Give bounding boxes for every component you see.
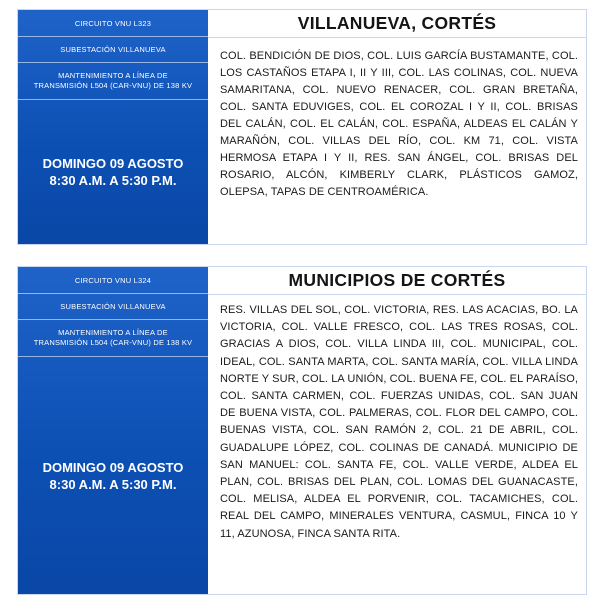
schedule-time: 8:30 A.M. A 5:30 P.M. [49,476,177,492]
notice-content [208,10,586,244]
notice-info-panel [18,10,208,244]
notice-title: MUNICIPIOS DE CORTÉS [208,267,586,295]
maintenance-line-1: MANTENIMIENTO A LÍNEA DE [58,328,168,337]
schedule-time: 8:30 A.M. A 5:30 P.M. [49,173,177,188]
maintenance-label [18,320,208,357]
maintenance-label [18,63,208,100]
maintenance-line-2: TRANSMISIÓN L504 (CAR-VNU) DE 138 KV [33,338,193,347]
circuit-label: CIRCUITO VNU L324 [18,267,208,294]
substation-label: SUBESTACIÓN VILLANUEVA [18,294,208,320]
affected-areas-text: RES. VILLAS DEL SOL, COL. VICTORIA, RES. LAS ACACIAS, BO. LA VICTORIA, COL. VALLE FRESCO, COL. LAS TRES ROSAS, COL. GRACIAS A DIOS, COL. VILLA LINDA III, COL. MUNICIPAL, COL. IDEAL, COL. SANTA MARTA, COL. SANTA MARÍA, COL. VILLA LINDA NORTE Y SUR, COL. LA UNIÓN, COL. BUENA FE, COL. EL PARAÍSO, COL. SANTA CARMEN, COL. FUERZAS UNIDAS, COL. SAN JUAN DE BUENA VISTA, COL. PALMERAS, COL. FLOR DEL CAMPO, COL. BUENAS VISTA, COL. SAN RAMÓN 2, COL. 21 DE ABRIL, COL. GUADALUPE LÓPEZ, COL. COLINAS DE CANADÁ. MUNICIPIO DE SAN MANUEL: COL. SANTA FE, COL. VALLE VERDE, ALDEA EL PLAN, COL. BRISAS DEL PLAN, COL. LOMAS DEL GUANACASTE, COL. MELISA, ALDEA EL PORVENIR, COL. TACAMICHES, COL. REAL DEL CAMPO, MINERALES VENTURA, CASMUL, FINCA 10 Y 11, AZUNOSA, FINCA SANTA RITA. [220,304,579,540]
notice-title: VILLANUEVA, CORTÉS [208,10,586,38]
schedule-block [18,100,208,244]
schedule-block [18,357,208,594]
notice-card-municipios [17,266,587,595]
notice-content [208,267,586,594]
circuit-label: CIRCUITO VNU L323 [18,10,208,37]
notice-info-panel [18,267,208,594]
affected-areas-text: COL. BENDICIÓN DE DIOS, COL. LUIS GARCÍA BUSTAMANTE, COL. LOS CASTAÑOS ETAPA I, II Y III, COL. LAS COLINAS, COL. NUEVA SAMARITANA, COL. NUEVO RENACER, COL. GRAN BRETAÑA, COL. SANTA EDUVIGES, COL. EL COROZAL I Y II, COL. BRISAS DEL CALÁN, COL. EL CALÁN, COL. ESPAÑA, ALDEAS EL CALÁN Y MARAÑÓN, COL. VILLAS DEL RÍO, COL. KM 71, COL. VISTA HERMOSA ETAPA I Y II, RES. SAN ÁNGEL, COL. BRISAS DEL ROSARIO, ALCÓN, KIMBERLY CLARK, PLÁSTICOS GAMOZ, OLEPSA, TAPAS DE CENTROAMÉRICA. [220,50,578,198]
schedule-date: DOMINGO 09 AGOSTO [42,459,184,475]
notice-card-villanueva [17,9,587,245]
maintenance-line-2: TRANSMISIÓN L504 (CAR-VNU) DE 138 KV [33,81,193,90]
substation-label: SUBESTACIÓN VILLANUEVA [18,37,208,63]
schedule-date: DOMINGO 09 AGOSTO [42,156,184,171]
maintenance-line-1: MANTENIMIENTO A LÍNEA DE [58,71,168,80]
